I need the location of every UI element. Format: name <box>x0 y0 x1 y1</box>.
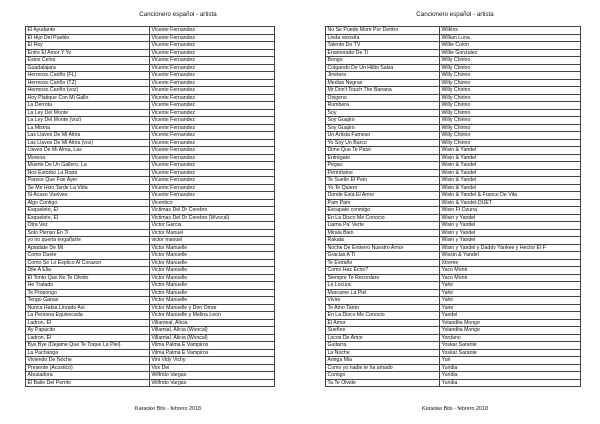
artist-cell: Vini Vidy Vichy <box>150 357 275 365</box>
artist-cell: Vicente Fernandez <box>150 42 275 50</box>
song-title-cell: La Ley Del Monte <box>26 109 150 117</box>
table-row <box>26 357 275 365</box>
table-row <box>326 199 581 207</box>
artist-cell: Yahir <box>440 297 581 305</box>
table-row <box>26 64 275 72</box>
song-title-cell: Abusadora <box>26 372 150 380</box>
page-title: Cancionero español - artista <box>416 11 494 18</box>
table-row <box>326 42 581 50</box>
song-title-cell: Donde Está El Amor <box>326 192 440 200</box>
table-row <box>326 372 581 380</box>
song-title-cell: Dile A Ella <box>26 267 150 275</box>
song-title-cell: En La Disco Me Conocio <box>326 312 440 320</box>
song-title-cell: Nunca Habia Llorado Asi <box>26 304 150 312</box>
table-row <box>326 102 581 110</box>
table-row <box>26 207 275 215</box>
table-row <box>26 79 275 87</box>
table-row <box>26 117 275 125</box>
table-row <box>26 132 275 140</box>
song-title-cell: Siempre Te Recordare <box>326 274 440 282</box>
artist-cell: Vicente Fernandez <box>150 102 275 110</box>
page-title: Cancionero español - artista <box>139 11 217 18</box>
song-title-cell: Entrégate <box>326 154 440 162</box>
artist-cell: Yaco Monti <box>440 267 581 275</box>
table-row <box>326 319 581 327</box>
song-title-cell: El Rey <box>26 42 150 50</box>
artist-cell: Vicente Fernandez <box>150 192 275 200</box>
song-title-cell: Hermoso Cariño (voz) <box>26 87 150 95</box>
table-row <box>326 49 581 57</box>
artist-cell: Wisin & Yandel & Franco De Vita <box>440 192 581 200</box>
table-row <box>326 147 581 155</box>
song-title-cell: Talento De TV <box>326 42 440 50</box>
song-title-cell: Rakata <box>326 237 440 245</box>
table-row <box>26 109 275 117</box>
song-title-cell: Como yo nadie te ha amado <box>326 364 440 372</box>
table-row <box>26 124 275 132</box>
song-title-cell: Soy Guajiro <box>326 117 440 125</box>
artist-cell: Vicente Fernandez <box>150 184 275 192</box>
artist-cell: Victor Manuelle <box>150 282 275 290</box>
song-title-cell: Estos Celos <box>26 57 150 65</box>
table-row <box>26 237 275 245</box>
table-row <box>26 192 275 200</box>
song-title-cell: En La Disco Me Conocio <box>326 214 440 222</box>
table-row <box>26 244 275 252</box>
table-row <box>26 259 275 267</box>
song-title-cell: Yo Soy Un Barco <box>326 139 440 147</box>
artist-cell: Vicente Fernandez <box>150 132 275 140</box>
song-title-cell: Las Llaves De Mi Alma (voz) <box>26 139 150 147</box>
artist-cell: Victor Manuelle y Melina Leon <box>150 312 275 320</box>
song-title-cell: Sueños <box>326 327 440 335</box>
song-title-cell: Esqueleto, El <box>26 214 150 222</box>
song-title-cell: Marcame La Piel <box>326 289 440 297</box>
artist-cell: Wilfrido Vargas <box>150 372 275 380</box>
artist-cell: Willy Chirino <box>440 132 581 140</box>
artist-cell: Vicente Fernandez <box>150 177 275 185</box>
song-title-cell: El Hijo Del Pueblo <box>26 34 150 42</box>
table-row <box>326 87 581 95</box>
song-title-cell: Contigo <box>326 372 440 380</box>
song-title-cell: El Baile Del Perrito <box>26 379 150 387</box>
song-title-cell: Jinetera <box>326 72 440 80</box>
artist-cell: Vicente Fernandez <box>150 34 275 42</box>
table-row <box>326 154 581 162</box>
artist-cell: Willy Chirino <box>440 87 581 95</box>
table-row <box>26 222 275 230</box>
table-row <box>326 222 581 230</box>
song-title-cell: Noche De Entierro Nuestro Amor <box>326 244 440 252</box>
table-row <box>26 334 275 342</box>
table-row <box>26 49 275 57</box>
song-title-cell: Presente (Acustico) <box>26 364 150 372</box>
song-title-cell: Muerte De Un Gallero, La <box>26 162 150 170</box>
song-title-cell: Guitarra <box>326 342 440 350</box>
table-row <box>326 57 581 65</box>
song-title-cell: Hoy Platique Con Mi Gallo <box>26 94 150 102</box>
song-title-cell: El Tonto Que No Te Olvido <box>26 274 150 282</box>
table-row <box>26 282 275 290</box>
table-row <box>326 139 581 147</box>
page-footer: Karaoke Bits - febrero 2018 <box>422 406 488 412</box>
artist-cell: Wisin & Yandel <box>440 154 581 162</box>
table-row <box>26 184 275 192</box>
table-row <box>26 27 275 35</box>
table-row <box>326 282 581 290</box>
artist-cell: Vicente Fernandez <box>150 169 275 177</box>
song-title-cell: yo no queria engañarte <box>26 237 150 245</box>
song-title-cell: La Persona Equivocada <box>26 312 150 320</box>
table-row <box>326 334 581 342</box>
artist-cell: Wisin & Yandel <box>440 184 581 192</box>
song-title-cell: Algo Contigo <box>26 199 150 207</box>
artist-cell: Victor Garcia <box>150 222 275 230</box>
table-row <box>26 139 275 147</box>
table-row <box>26 177 275 185</box>
artist-cell: Willy Chirino <box>440 102 581 110</box>
artist-cell: Vicente Fernandez <box>150 117 275 125</box>
table-row <box>26 199 275 207</box>
table-row <box>26 57 275 65</box>
song-title-cell: Locos De Amor <box>326 334 440 342</box>
table-row <box>26 319 275 327</box>
song-title-cell: Bye Bye (Dejame Que Te Toque La Piel) <box>26 342 150 350</box>
artist-cell: Vicente Fernandez <box>150 49 275 57</box>
song-title-cell: Entre El Amor Y Yo <box>26 49 150 57</box>
artist-cell: Victor Manuelle <box>150 244 275 252</box>
table-row <box>26 267 275 275</box>
artist-cell: Willy Chirino <box>440 57 581 65</box>
table-row <box>26 289 275 297</box>
artist-cell: Vicente Fernandez <box>150 124 275 132</box>
song-title-cell: Las Llaves De Mi Alma <box>26 132 150 140</box>
song-table-right <box>325 26 581 387</box>
song-title-cell: Llaves De Mi Alma, Las <box>26 147 150 155</box>
table-row <box>326 357 581 365</box>
artist-cell: Willy Chirino <box>440 139 581 147</box>
table-row <box>26 162 275 170</box>
song-title-cell: Te Amo Tanto <box>326 304 440 312</box>
song-title-cell: No Se Puede Morir Por Dentro <box>326 27 440 35</box>
song-title-cell: Otra Vez <box>26 222 150 230</box>
song-title-cell: Ta Te Olvide <box>326 379 440 387</box>
artist-cell: Victor Manuelle y Don Omar <box>150 304 275 312</box>
song-title-cell: Escapate conmigo <box>326 207 440 215</box>
artist-cell: Vicente Fernandez <box>150 57 275 65</box>
artist-cell: Willy Chirino <box>440 124 581 132</box>
song-title-cell: Rumbera <box>326 102 440 110</box>
artist-cell: Wisin & Yandel <box>440 147 581 155</box>
artist-cell: Yuridia <box>440 364 581 372</box>
artist-cell: Vicente Fernandez <box>150 64 275 72</box>
artist-cell: Willy Chirino <box>440 72 581 80</box>
artist-cell: Villamial, Alicia (Wvocal) <box>150 334 275 342</box>
artist-cell: Willy Chirino <box>440 79 581 87</box>
table-row <box>326 274 581 282</box>
artist-cell: Yaire <box>440 304 581 312</box>
page-footer: Karaoke Bits - febrero 2018 <box>135 406 201 412</box>
table-row <box>326 192 581 200</box>
table-row <box>326 252 581 260</box>
song-title-cell: Parece Que Fue Ayer <box>26 177 150 185</box>
table-row <box>326 34 581 42</box>
artist-cell: Vicente Fernandez <box>150 79 275 87</box>
song-title-cell: Amiga Mia <box>326 357 440 365</box>
artist-cell: Victor Manuelle <box>150 297 275 305</box>
song-title-cell: La Locura <box>326 282 440 290</box>
song-table-left <box>25 26 275 387</box>
song-title-cell: Permítame <box>326 169 440 177</box>
song-title-cell: Ay Papacito <box>26 327 150 335</box>
table-row <box>26 102 275 110</box>
table-row <box>326 327 581 335</box>
table-row <box>26 169 275 177</box>
song-title-cell: Si Acaso Vuelves <box>26 192 150 200</box>
table-row <box>26 87 275 95</box>
table-row <box>26 312 275 320</box>
table-row <box>326 214 581 222</box>
song-title-cell: Mirala Bien <box>326 229 440 237</box>
table-row <box>326 72 581 80</box>
song-title-cell: Nos Estorbo La Ropa <box>26 169 150 177</box>
artist-cell: Wissin & Yandel <box>440 252 581 260</box>
artist-cell: Vilma Palma E Vampiros <box>150 342 275 350</box>
artist-cell: Xtreme <box>440 259 581 267</box>
table-row <box>326 64 581 72</box>
song-title-cell: La Misma <box>26 124 150 132</box>
table-row <box>326 94 581 102</box>
song-title-cell: Te Propongo <box>26 289 150 297</box>
artist-cell: Wisin y Yandel <box>440 214 581 222</box>
artist-cell: Yordano <box>440 334 581 342</box>
table-row <box>26 349 275 357</box>
table-row <box>326 124 581 132</box>
artist-cell: Wisin & Yandel <box>440 177 581 185</box>
artist-cell: Vicente Fernandez <box>150 72 275 80</box>
artist-cell: Willy Chirino <box>440 109 581 117</box>
table-row <box>326 162 581 170</box>
artist-cell: Yolandita Monge <box>440 319 581 327</box>
artist-cell: Willy Chirino <box>440 64 581 72</box>
song-title-cell: Enamorado De Ti <box>326 49 440 57</box>
artist-cell: Wisin y Yandel <box>440 222 581 230</box>
artist-cell: Yuridia <box>440 379 581 387</box>
artist-cell: Wilkins <box>440 27 581 35</box>
table-row <box>26 379 275 387</box>
artist-cell: Vicente Fernandez <box>150 139 275 147</box>
song-title-cell: La Pachanga <box>26 349 150 357</box>
table-row <box>326 79 581 87</box>
song-title-cell: Como Duele <box>26 252 150 260</box>
table-row <box>326 297 581 305</box>
song-title-cell: La Noche <box>326 349 440 357</box>
song-title-cell: Soy <box>326 109 440 117</box>
artist-cell: Yahir <box>440 289 581 297</box>
table-row <box>326 27 581 35</box>
artist-cell: Victor Manuelle <box>150 252 275 260</box>
song-title-cell: El Ayudante <box>26 27 150 35</box>
song-title-cell: La Ley Del Monte (voz) <box>26 117 150 125</box>
table-row <box>326 184 581 192</box>
table-row <box>326 342 581 350</box>
table-row <box>326 364 581 372</box>
song-title-cell: Mr Don't Touch The Banana <box>326 87 440 95</box>
artist-cell: Victor Manuelle <box>150 289 275 297</box>
song-title-cell: El Amor <box>326 319 440 327</box>
song-title-cell: Esqueleto, El <box>26 207 150 215</box>
artist-cell: Vicente Fernandez <box>150 27 275 35</box>
table-row <box>26 304 275 312</box>
table-row <box>326 109 581 117</box>
artist-cell: Yahir <box>440 282 581 290</box>
artist-cell: Wisin & Yandel <box>440 162 581 170</box>
song-title-cell: Soy Guajiro <box>326 124 440 132</box>
artist-cell: Wisin & Yandel-DUET <box>440 199 581 207</box>
artist-cell: Wilfrido Vargas <box>150 379 275 387</box>
song-title-cell: Te Suelto El Pelo <box>326 177 440 185</box>
song-title-cell: Bongo <box>326 57 440 65</box>
song-title-cell: Medias Negras <box>326 79 440 87</box>
table-row <box>26 372 275 380</box>
song-title-cell: Apiadate De Mi <box>26 244 150 252</box>
song-title-cell: Linda vesrsita <box>326 34 440 42</box>
artist-cell: Victimas Del Dr Cerebro (Wvocal) <box>150 214 275 222</box>
artist-cell: Victor Manuelle <box>150 274 275 282</box>
table-row <box>26 94 275 102</box>
table-row <box>326 207 581 215</box>
table-row <box>326 304 581 312</box>
table-row <box>26 297 275 305</box>
song-title-cell: Gracias A Ti <box>326 252 440 260</box>
song-title-cell: Pegao <box>326 162 440 170</box>
song-title-cell: Como Has Echo? <box>326 267 440 275</box>
artist-cell: Wisin y Yandel y Daddy Yankee y Hector El F <box>440 244 581 252</box>
artist-cell: Villameal, Alicia <box>150 319 275 327</box>
artist-cell: Vicente Fernandez <box>150 87 275 95</box>
song-title-cell: Ladron, El <box>26 319 150 327</box>
song-title-cell: Morena <box>26 154 150 162</box>
song-title-cell: Un Artista Famoso <box>326 132 440 140</box>
table-row <box>26 42 275 50</box>
artist-cell: Victor Manuelle <box>150 267 275 275</box>
table-row <box>26 252 275 260</box>
artist-cell: Villamial, Alicia (Wvocal) <box>150 327 275 335</box>
artist-cell: Yandel <box>440 312 581 320</box>
table-row <box>326 132 581 140</box>
song-title-cell: Tengo Ganas <box>26 297 150 305</box>
song-title-cell: Como Se Lo Explico Al Corazon <box>26 259 150 267</box>
song-title-cell: Llama Pa' Verte <box>326 222 440 230</box>
artist-cell: Vicentico <box>150 199 275 207</box>
song-title-cell: He Tratado <box>26 282 150 290</box>
artist-cell: Wisin & Yandel <box>440 169 581 177</box>
song-title-cell: Vivire <box>326 297 440 305</box>
table-row <box>326 229 581 237</box>
table-row <box>26 154 275 162</box>
artist-cell: Yolandita Monge <box>440 327 581 335</box>
artist-cell: victor manuel <box>150 237 275 245</box>
artist-cell: Wisin y Yandel <box>440 237 581 245</box>
table-row <box>26 34 275 42</box>
artist-cell: Vicente Fernandez <box>150 154 275 162</box>
table-row <box>26 327 275 335</box>
song-title-cell: Viviendo De Noche <box>26 357 150 365</box>
artist-cell: Vicente Fernandez <box>150 109 275 117</box>
table-row <box>26 214 275 222</box>
table-row <box>26 342 275 350</box>
song-title-cell: Dime Que Te Pasó <box>326 147 440 155</box>
artist-cell: Willie Gonzalez <box>440 49 581 57</box>
table-row <box>326 267 581 275</box>
song-title-cell: Te Extraño <box>326 259 440 267</box>
song-title-cell: Hermoso Cariño (TZ) <box>26 79 150 87</box>
song-title-cell: La Derrota <box>26 102 150 110</box>
artist-cell: Wisin Ft Ozuna <box>440 207 581 215</box>
table-row <box>26 72 275 80</box>
artist-cell: Willie Colon <box>440 42 581 50</box>
table-row <box>26 147 275 155</box>
song-title-cell: Pam Pam <box>326 199 440 207</box>
table-row <box>326 177 581 185</box>
song-title-cell: Solo Pienso En Ti <box>26 229 150 237</box>
song-title-cell: Hermoso Cariño (FL) <box>26 72 150 80</box>
artist-cell: Vicente Fernandez <box>150 162 275 170</box>
table-row <box>326 379 581 387</box>
table-row <box>326 259 581 267</box>
song-title-cell: Se Me Hizo Tarde La Vida <box>26 184 150 192</box>
table-row <box>326 244 581 252</box>
song-title-cell: Ladron, El <box>26 334 150 342</box>
artist-cell: Yuridia <box>440 372 581 380</box>
artist-cell: Yoskar Sarante <box>440 342 581 350</box>
table-row <box>326 289 581 297</box>
table-row <box>26 229 275 237</box>
artist-cell: Vilma Palma E Vampiros <box>150 349 275 357</box>
artist-cell: Willy Chirino <box>440 94 581 102</box>
artist-cell: Vicente Fernandez <box>150 147 275 155</box>
artist-cell: Victor Manuelle <box>150 259 275 267</box>
artist-cell: Victimas Del Dr Cerebro <box>150 207 275 215</box>
artist-cell: Willy Chirino <box>440 117 581 125</box>
artist-cell: Yuri <box>440 357 581 365</box>
table-row <box>326 237 581 245</box>
table-row <box>326 312 581 320</box>
artist-cell: Yaco Monti <box>440 274 581 282</box>
song-title-cell: Colgando De Un Hilito Salsa <box>326 64 440 72</box>
artist-cell: Vicente Fernandez <box>150 94 275 102</box>
table-row <box>326 117 581 125</box>
artist-cell: Willian Luna <box>440 34 581 42</box>
song-title-cell: Oxigeno <box>326 94 440 102</box>
table-row <box>26 274 275 282</box>
artist-cell: Wisin y Yandel <box>440 229 581 237</box>
table-row <box>326 349 581 357</box>
song-title-cell: Guadalajara <box>26 64 150 72</box>
artist-cell: Vox Dei <box>150 364 275 372</box>
song-title-cell: Yo Te Quiero <box>326 184 440 192</box>
artist-cell: Yoskar Sarante <box>440 349 581 357</box>
table-row <box>26 364 275 372</box>
artist-cell: Victor Manuel <box>150 229 275 237</box>
table-row <box>326 169 581 177</box>
